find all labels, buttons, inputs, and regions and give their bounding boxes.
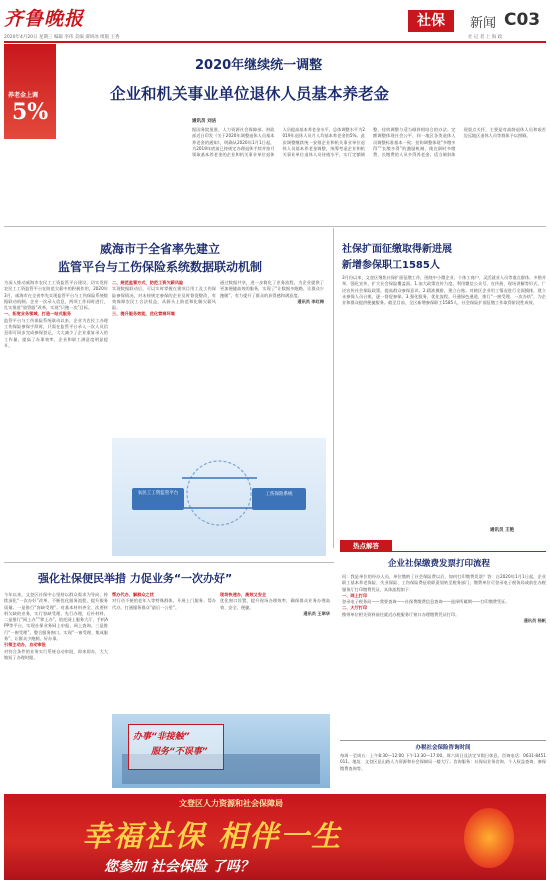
notice-box <box>340 740 546 790</box>
right-body: 3月份以来，文登区聚焦社保扩面征缴工作，围绕中小微企业、个体工商户、灵活就业人员等重点群体，多措并举，强化宣传，扩大社会保险覆盖面。1.加大政策宣传力度。利用微信公众号、宣传册、现场讲解等形式，广泛宣传社会保险政策，提高群众参保意识。2.精准摸排，建立台账。对辖区企业用工情况进行全面摸排，建立未参保人员台账，逐一督促参保。3.强化服务，优化流程。开通绿色通道，推行“一窗受理、一次办结”，为企业和群众提供便捷服务。截至目前，全区新增参保职工1585人，社会保险扩面征缴工作取得阶段性成效。 <box>342 275 546 306</box>
hot-body2: 携带单位相关资料前往就近办税服务厅窗口办理缴费凭证打印。 <box>342 611 460 617</box>
hot-rule <box>392 551 546 552</box>
header-rule <box>4 41 546 43</box>
left-body-col3 <box>220 280 324 432</box>
banner-value: 5% <box>12 99 49 125</box>
diagram-left-box <box>132 488 184 510</box>
bottom-body3: 优化窗口设置，提升现场办理效率，确保群众业务办理高效、安全、便捷。 <box>220 598 330 610</box>
hot-sub2: 二、大厅打印 <box>342 605 368 611</box>
banner-label: 养老金上调 <box>8 92 39 99</box>
bottom-sub1: 引领主动办，自动审批 <box>4 642 46 648</box>
left-byline: 通讯员 李红梅 <box>297 298 324 304</box>
diagram-right-label: 工伤保险系统 <box>265 492 293 497</box>
hot-body1: 登录电子税务局——我要查询——社保费缴费信息查询——选择所属期——打印缴费凭证。 <box>342 599 510 605</box>
bottom-col3 <box>220 592 330 710</box>
bottom-col1 <box>4 592 108 788</box>
right-byline: 通讯员 王艳 <box>490 528 515 533</box>
left-sub1: 一、拓宽业务领域，打造一站式服务 <box>4 311 72 317</box>
date-line: 2020年4月20日 星期三 编辑 李伟 美编 谭妍冰 组版 王秀 <box>4 35 120 40</box>
left-body-col1 <box>4 280 108 560</box>
newspaper-logo: 齐鲁晚报 <box>4 8 85 30</box>
ad-sub-line: 您参加 社会保险 了吗？ <box>104 859 254 875</box>
left-body2: 监管平台与工伤保险系统联动以来，企业为农民工办理工伤保险参保手续时，只需在监管平台录入一次人员信息即可同步完成参保登记，大大减少了企业重复录入的工作量，提高了办事效率，企业和职工满意度明显提升。 <box>4 317 108 348</box>
lead-body: 据国务院批准，人力资源社会保障部、财政部近日印发《关于2020年调整退休人员基本养老金的通知》，明确从2020年1月1日起，为2019年底前已按规定办理退休手续并按月领取基本养老金的企业和机关事业单位退休人员提高基本养老金水平，总体调整水平为2019年退休人员月人均基本养老金的5%。此次调整继续统一安排企业和机关事业单位退休人员基本养老金调整，统筹考虑企业和机关事业单位退休人员待遇水平，实行定额调整、挂钩调整与适当倾斜相结合的办法。定额调整体现社会公平，同一地区各类退休人员调整标准基本一致；挂钩调整体现“多缴多得”“长缴多得”的激励机制，使在职时多缴费、长缴费的人员多得养老金；适当倾斜体现重点关怀，主要是对高龄退休人员和艰苦边远地区退休人员等群体予以照顾。 <box>192 127 546 158</box>
left-body-col2 <box>112 280 216 432</box>
masthead <box>4 2 546 32</box>
diagram-left-label: 农民工工资监管平台 <box>137 491 179 496</box>
section-label: 新闻 <box>470 16 497 31</box>
hot-tag: 热点解答 <box>340 540 392 552</box>
bottom-body: 今年以来，文登区社保中心坚持以群众需求为导向，持续深化“一次办好”改革，不断优化服务流程，提升服务质量。一是推行“容缺受理”。对基本材料齐全、次要材料欠缺的业务，实行容缺受理，先行办理，后补材料。二是推行“网上办”“掌上办”。依托网上服务大厅、手机APP等平台，实现社保业务网上申报、网上查询。三是推行“一窗受理”。整合服务窗口，实现“一窗受理、集成服务”，让群众少跑腿、好办事。 <box>4 592 108 642</box>
hot-byline: 通讯员 杨帆 <box>523 618 546 624</box>
linkage-diagram <box>112 438 326 556</box>
bottom-body2: 对行动不便的老年人等特殊群体，开展上门服务、帮办代办，打通服务群众“最后一公里”。 <box>112 598 216 610</box>
left-body1: 为深入推动威海市农民工工资监管平台建设，切实发挥农民工工资监管平台在防范欠薪中的积极作用，2020年3月，威海市在全省率先实现监管平台与工伤保险系统数据联动机制。企业一次录入信息，两项工作同时进行，扎实推进“放管服”改革，实现“只跑一次”目标。 <box>4 280 108 311</box>
page-number: C03 <box>504 10 541 30</box>
photo-caption-line2: 服务“不误事” <box>151 747 208 757</box>
pension-banner <box>4 44 56 139</box>
left-title-line1: 威海市于全省率先建立 <box>100 242 221 256</box>
left-body4: 通过数据共享，进一步简化了业务流程，为企业提供了更加便捷高效的服务，实现了“让数据多跑路、让群众少跑腿”，有力提升了群众的获得感和满意度。 <box>220 280 324 298</box>
ad-top-line: 文登区人力资源和社会保障局 <box>179 799 283 808</box>
divider <box>4 226 546 227</box>
hot-sub1: 一、网上打印 <box>342 592 368 598</box>
hot-title: 企业社保缴费发票打印流程 <box>388 559 491 569</box>
lantern-icon <box>464 808 514 868</box>
left-body3: 实现数据联动后，可以实时掌握在建项目用工及工伤保险参保情况，对未按规定参保的企业及时督促整改，有效保障农民工合法权益，从源头上防范和化解欠薪风险。 <box>112 286 216 311</box>
lead-byline: 通讯员 刘洁 <box>192 119 217 124</box>
bottom-sub2: 帮办代办，解群众之忧 <box>112 592 154 597</box>
left-sub3: 三、提升服务效能，优化营商环境 <box>112 311 175 317</box>
diagram-right-box <box>252 488 306 510</box>
divider <box>4 562 334 563</box>
left-sub2: 二、规范监管方式，防范工资欠薪风险 <box>112 280 184 285</box>
header-right-small: 社 记 者 上 海 政 <box>468 35 503 40</box>
ad-main-line: 幸福社保 相伴一生 <box>82 819 343 853</box>
bottom-byline: 通讯员 王翠华 <box>303 610 330 616</box>
bottom-body1: 对符合条件的业务实行系统自动审批，即来即办，大大缩短了办理时限。 <box>4 648 108 660</box>
notice-title: 办税社会保险咨询时间 <box>415 745 471 751</box>
bottom-sub3: 现场快速办，高效又安全 <box>220 592 267 597</box>
lead-title-line2: 企业和机关事业单位退休人员基本养老金 <box>110 85 390 103</box>
bottom-col2 <box>112 592 216 710</box>
notice-body: 每周一至周五：上午8:30—12:00 下午13:30—17:00。周六周日及法定节假日休息。咨询电话：0631-8451011。地址：文登区昆山路人力资源和社会保障局一楼大厅。咨询服务：社保局业务咨询、个人权益查询、参保缴费查询等。 <box>340 753 546 771</box>
ad-banner <box>4 794 546 880</box>
photo-caption-line1: 办事“非接触” <box>133 732 190 742</box>
left-title-line2: 监管平台与工伤保险系统数据联动机制 <box>58 260 263 274</box>
divider <box>333 228 334 548</box>
section-badge: 社保 <box>408 10 454 32</box>
hot-body-wrap <box>342 574 546 734</box>
office-photo <box>112 714 330 788</box>
photo-caption-box <box>128 724 224 770</box>
lead-title-line1: 2020年继续统一调整 <box>195 58 323 73</box>
hot-body: 问：我是单位的经办人员，单位缴纳了社会保险费以后，如何打印缴费发票？答：自2020年1月1日起，企业职工基本养老保险、失业保险、工伤保险费征收职责划转至税务部门，缴费单位可登录电子税务局或前往办税服务厅打印缴费凭证，具体流程如下： <box>342 574 546 592</box>
bottom-title: 强化社保便民举措 力促业务“一次办好” <box>38 572 233 585</box>
right-title-line2: 新增参保职工1585人 <box>342 260 440 271</box>
right-title-line1: 社保扩面征缴取得新进展 <box>342 244 452 255</box>
